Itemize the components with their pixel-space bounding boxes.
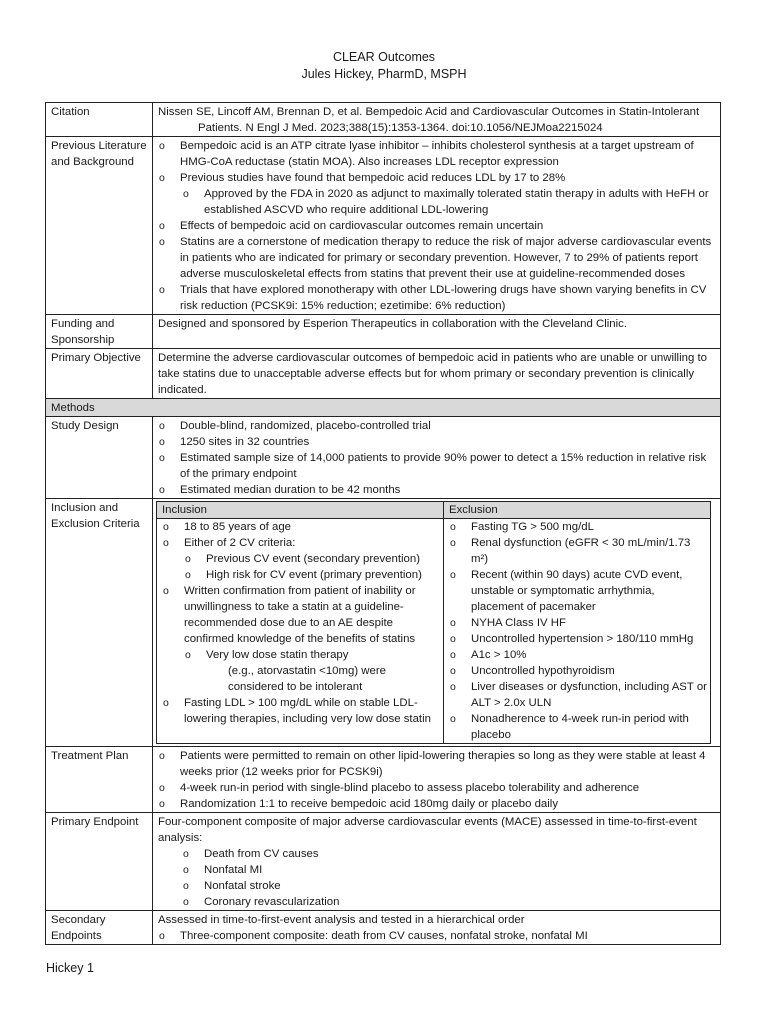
row-content: Designed and sponsored by Esperion Therapeutics in collaboration with the Cleveland Clinic.	[153, 315, 721, 349]
document-header	[0, 49, 768, 83]
list-item: o Estimated sample size of 14,000 patients to provide 90% power to detect a 15% reduction in relative risk of the primary endpoint	[158, 450, 717, 482]
row-label: Treatment Plan	[46, 747, 153, 813]
citation-text: Nissen SE, Lincoff AM, Brennan D, et al. Bempedoic Acid and Cardiovascular Outcomes in Statin-Intolerant Patients. N Engl J Med. 2023;388(15):1353-1364. doi:10.1056/NEJMoa2215024	[158, 106, 700, 134]
row-content	[153, 417, 721, 499]
row-content	[153, 747, 721, 813]
criteria-table	[156, 501, 711, 744]
list-item: o Effects of bempedoic acid on cardiovascular outcomes remain uncertain	[158, 218, 717, 234]
row-label: Study Design	[46, 417, 153, 499]
list-item	[162, 583, 440, 695]
sub-bullet-list	[184, 551, 440, 583]
list-item: o Uncontrolled hypothyroidism	[449, 663, 707, 679]
bullet-list	[158, 748, 717, 812]
row-background	[46, 137, 721, 315]
list-item: o Statins are a cornerstone of medication therapy to reduce the risk of major adverse cardiovascular events in patients who are indicated for primary or secondary prevention. However, 7 to 29% of patients report adverse musculoskeletal effects from statins that prevent their use at guideline-recommended doses	[158, 234, 717, 282]
list-item: o Death from CV causes	[182, 846, 717, 862]
list-item: o Trials that have explored monotherapy with other LDL-lowering drugs have shown varying benefits in CV risk reduction (PCSK9i: 15% reduction; ezetimibe: 6% reduction)	[158, 282, 717, 314]
row-label: Funding and Sponsorship	[46, 315, 153, 349]
row-criteria	[46, 499, 721, 747]
list-item: o Nonfatal stroke	[182, 878, 717, 894]
page-footer: Hickey 1	[46, 961, 94, 975]
list-item: o Liver diseases or dysfunction, including AST or ALT > 2.0x ULN	[449, 679, 707, 711]
document-author: Jules Hickey, PharmD, MSPH	[301, 67, 467, 81]
list-item-continuation: (e.g., atorvastatin <10mg) were considered to be intolerant	[228, 665, 386, 693]
list-item: o Renal dysfunction (eGFR < 30 mL/min/1.73 m²)	[449, 535, 707, 567]
list-item: o 4-week run-in period with single-blind placebo to assess placebo tolerability and adherence	[158, 780, 717, 796]
list-item: o 18 to 85 years of age	[162, 519, 440, 535]
exclusion-list	[449, 519, 707, 743]
list-item: o A1c > 10%	[449, 647, 707, 663]
list-item: o Double-blind, randomized, placebo-controlled trial	[158, 418, 717, 434]
bullet-list	[158, 138, 717, 186]
primary-endpoint-text: Four-component composite of major adverse cardiovascular events (MACE) assessed in time-to-first-event analysis:	[158, 816, 697, 844]
list-item: o Fasting LDL > 100 mg/dL while on stable LDL-lowering therapies, including very low dose statin	[162, 695, 440, 727]
row-label: Inclusion and Exclusion Criteria	[46, 499, 153, 747]
row-content	[153, 103, 721, 137]
exclusion-column	[444, 519, 711, 744]
document-title: CLEAR Outcomes	[332, 50, 436, 64]
row-secondary-endpoints	[46, 911, 721, 945]
inclusion-header: Inclusion	[157, 502, 444, 519]
sub-bullet-list	[182, 186, 717, 218]
list-item	[184, 647, 440, 695]
row-label: Primary Objective	[46, 349, 153, 399]
list-item-text: Written confirmation from patient of inability or unwillingness to take a statin at a guideline-recommended dose due to an AE despite confirmed knowledge of the benefits of statins	[184, 585, 416, 645]
list-item: o Nonadherence to 4-week run-in period with placebo	[449, 711, 707, 743]
row-treatment	[46, 747, 721, 813]
row-citation	[46, 103, 721, 137]
row-methods	[46, 399, 721, 417]
bullet-list	[158, 928, 717, 944]
list-item: o Uncontrolled hypertension > 180/110 mmHg	[449, 631, 707, 647]
list-item-text: Very low dose statin therapy	[206, 649, 349, 661]
inclusion-column	[157, 519, 444, 744]
row-content	[153, 813, 721, 911]
inclusion-list	[162, 519, 440, 727]
row-content	[153, 499, 721, 747]
list-item: o Bempedoic acid is an ATP citrate lyase inhibitor – inhibits cholesterol synthesis at a target upstream of HMG-CoA reductase (statin MOA). Also increases LDL receptor expression	[158, 138, 717, 170]
bullet-list	[158, 418, 717, 498]
list-item: o Fasting TG > 500 mg/dL	[449, 519, 707, 535]
row-primary-endpoint	[46, 813, 721, 911]
list-item: o High risk for CV event (primary prevention)	[184, 567, 440, 583]
row-label: Secondary Endpoints	[46, 911, 153, 945]
list-item: o Recent (within 90 days) acute CVD event, unstable or symptomatic arrhythmia, placement of pacemaker	[449, 567, 707, 615]
section-heading: Methods	[46, 399, 721, 417]
row-objective	[46, 349, 721, 399]
list-item: o Patients were permitted to remain on other lipid-lowering therapies so long as they were stable at least 4 weeks prior (12 weeks prior for PCSK9i)	[158, 748, 717, 780]
row-label: Primary Endpoint	[46, 813, 153, 911]
row-funding	[46, 315, 721, 349]
list-item: o Randomization 1:1 to receive bempedoic acid 180mg daily or placebo daily	[158, 796, 717, 812]
exclusion-header: Exclusion	[444, 502, 711, 519]
list-item: o Previous CV event (secondary prevention)	[184, 551, 440, 567]
row-design	[46, 417, 721, 499]
row-content: Determine the adverse cardiovascular outcomes of bempedoic acid in patients who are unable or unwilling to take statins due to unacceptable adverse effects but for whom primary or secondary prevention is clinically indicated.	[153, 349, 721, 399]
list-item: o Approved by the FDA in 2020 as adjunct to maximally tolerated statin therapy in adults with HeFH or established ASCVD who require additional LDL-lowering	[182, 186, 717, 218]
list-item: o 1250 sites in 32 countries	[158, 434, 717, 450]
summary-table	[45, 102, 721, 945]
list-item-text: Either of 2 CV criteria:	[184, 537, 296, 549]
row-content	[153, 137, 721, 315]
sub-bullet-list	[182, 846, 717, 910]
sub-bullet-list	[184, 647, 440, 695]
list-item: o NYHA Class IV HF	[449, 615, 707, 631]
list-item: o Coronary revascularization	[182, 894, 717, 910]
list-item: o Estimated median duration to be 42 months	[158, 482, 717, 498]
list-item: o Nonfatal MI	[182, 862, 717, 878]
bullet-list	[158, 218, 717, 314]
list-item: o Three-component composite: death from CV causes, nonfatal stroke, nonfatal MI	[158, 928, 717, 944]
secondary-endpoint-text: Assessed in time-to-first-event analysis and tested in a hierarchical order	[158, 914, 525, 926]
row-label: Citation	[46, 103, 153, 137]
list-item	[162, 535, 440, 583]
row-content	[153, 911, 721, 945]
row-label: Previous Literature and Background	[46, 137, 153, 315]
list-item: o Previous studies have found that bempedoic acid reduces LDL by 17 to 28%	[158, 170, 717, 186]
